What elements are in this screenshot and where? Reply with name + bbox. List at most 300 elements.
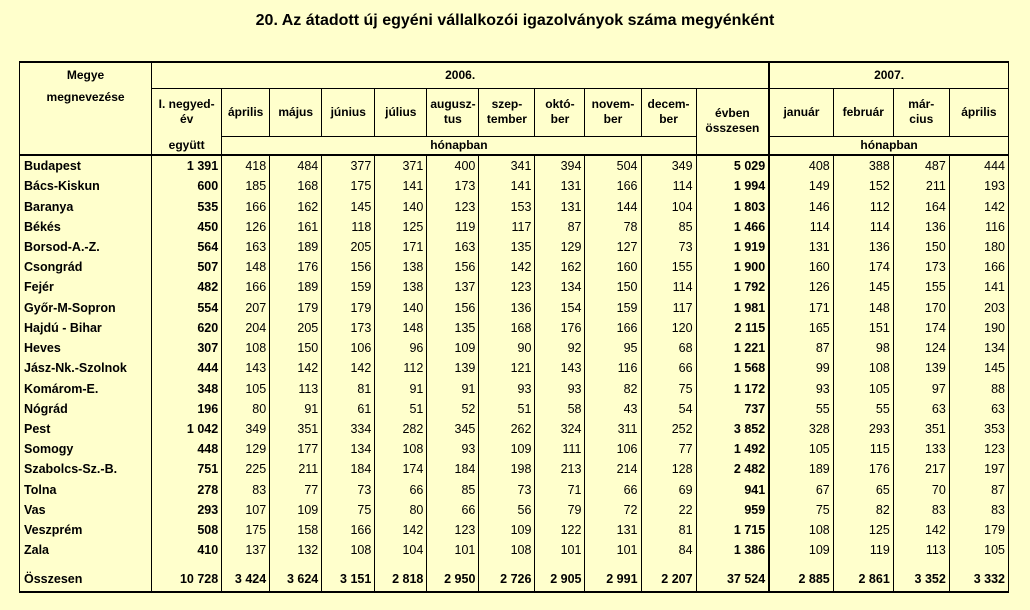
month-value: 371 [375,155,427,176]
month-value: 109 [270,500,322,520]
county-name: Vas [20,500,152,520]
month-value: 82 [833,500,893,520]
table-row [20,176,1009,196]
q1-header-line2: év [179,112,194,127]
q1-value: 482 [152,277,222,297]
month-value: 65 [833,480,893,500]
year-total-value: 1 994 [696,176,769,196]
q1-value: 1 391 [152,155,222,176]
month-value: 203 [949,298,1008,318]
month-value: 91 [270,399,322,419]
year-total-value: 1 221 [696,338,769,358]
month-value: 56 [479,500,535,520]
month-value: 148 [833,298,893,318]
month-value: 104 [375,540,427,560]
q1-value: 278 [152,480,222,500]
month-value: 125 [375,217,427,237]
county-name: Győr-M-Sopron [20,298,152,318]
month-value: 99 [769,358,833,378]
month-value: 166 [222,196,270,216]
month-value: 150 [893,237,949,257]
month-value: 142 [270,358,322,378]
month-value: 67 [769,480,833,500]
month-value: 113 [893,540,949,560]
month-value: 189 [769,459,833,479]
month-value: 141 [949,277,1008,297]
table-header [20,62,1009,155]
county-name: Somogy [20,439,152,459]
month-value: 207 [222,298,270,318]
table-row [20,439,1009,459]
month-header: április [949,88,1008,136]
month-value: 166 [585,176,641,196]
month-value: 77 [641,439,696,459]
q1-value: 564 [152,237,222,257]
q1-header-line1: I. negyed- [158,97,215,112]
q1-value: 10 728 [152,560,222,592]
month-value: 105 [833,378,893,398]
county-name: Csongrád [20,257,152,277]
month-value: 108 [769,520,833,540]
month-value: 118 [322,217,375,237]
month-value: 328 [769,419,833,439]
month-value: 353 [949,419,1008,439]
month-value: 78 [585,217,641,237]
q1-value: 620 [152,318,222,338]
month-value: 125 [833,520,893,540]
q1-value: 600 [152,176,222,196]
month-value: 156 [322,257,375,277]
month-value: 155 [893,277,949,297]
month-value: 2 818 [375,560,427,592]
q1-value: 450 [152,217,222,237]
month-header: április [222,88,270,136]
month-value: 136 [893,217,949,237]
month-value: 324 [535,419,585,439]
month-header: már- cius [893,88,949,136]
county-header-line2: megnevezése [46,90,125,104]
year-total-value: 1 568 [696,358,769,378]
month-value: 22 [641,500,696,520]
month-value: 52 [427,399,479,419]
table-row [20,500,1009,520]
q1-value: 448 [152,439,222,459]
month-value: 156 [427,298,479,318]
year-total-value: 1 715 [696,520,769,540]
month-value: 114 [769,217,833,237]
month-value: 73 [322,480,375,500]
month-value: 69 [641,480,696,500]
county-name: Szabolcs-Sz.-B. [20,459,152,479]
month-value: 91 [427,378,479,398]
month-value: 71 [535,480,585,500]
q1-value: 444 [152,358,222,378]
month-value: 77 [270,480,322,500]
month-value: 155 [641,257,696,277]
month-value: 87 [949,480,1008,500]
month-value: 153 [479,196,535,216]
month-value: 2 950 [427,560,479,592]
month-value: 79 [535,500,585,520]
month-value: 137 [427,277,479,297]
month-value: 75 [769,500,833,520]
month-value: 81 [641,520,696,540]
month-value: 129 [535,237,585,257]
month-value: 101 [535,540,585,560]
month-value: 2 726 [479,560,535,592]
page-title: 20. Az átadott új egyéni vállalkozói igazolványok száma megyénként [255,12,775,29]
table-body [20,155,1009,592]
month-value: 163 [222,237,270,257]
month-value: 96 [375,338,427,358]
month-value: 175 [322,176,375,196]
month-value: 3 151 [322,560,375,592]
month-value: 98 [833,338,893,358]
month-header: októ- ber [535,88,585,136]
table-row [20,459,1009,479]
month-value: 115 [833,439,893,459]
month-value: 112 [833,196,893,216]
month-value: 136 [833,237,893,257]
month-value: 211 [893,176,949,196]
month-value: 159 [585,298,641,318]
month-value: 334 [322,419,375,439]
month-value: 91 [375,378,427,398]
month-value: 148 [375,318,427,338]
month-value: 119 [833,540,893,560]
month-header: május [270,88,322,136]
q1-header [152,88,222,136]
month-value: 66 [585,480,641,500]
county-name: Zala [20,540,152,560]
county-header-line1: Megye [66,68,105,82]
table-row [20,298,1009,318]
month-value: 156 [427,257,479,277]
table-row [20,217,1009,237]
month-value: 101 [585,540,641,560]
month-value: 225 [222,459,270,479]
month-value: 135 [427,318,479,338]
month-value: 138 [375,257,427,277]
month-value: 2 905 [535,560,585,592]
county-header [20,62,152,155]
table-row [20,520,1009,540]
month-value: 109 [769,540,833,560]
year-total-value: 3 852 [696,419,769,439]
month-header: decem- ber [641,88,696,136]
month-value: 85 [427,480,479,500]
table-row [20,358,1009,378]
month-value: 105 [769,439,833,459]
month-value: 190 [949,318,1008,338]
month-value: 166 [322,520,375,540]
month-value: 123 [427,520,479,540]
county-name: Békés [20,217,152,237]
month-value: 119 [427,217,479,237]
month-value: 351 [893,419,949,439]
month-value: 84 [641,540,696,560]
month-value: 142 [949,196,1008,216]
county-name: Heves [20,338,152,358]
month-value: 158 [270,520,322,540]
month-value: 63 [893,399,949,419]
month-value: 85 [641,217,696,237]
q1-value: 307 [152,338,222,358]
month-value: 173 [427,176,479,196]
month-value: 345 [427,419,479,439]
month-value: 55 [769,399,833,419]
year-total-value: 1 466 [696,217,769,237]
table-row [20,399,1009,419]
table-row [20,318,1009,338]
month-value: 174 [893,318,949,338]
month-value: 116 [585,358,641,378]
month-value: 282 [375,419,427,439]
county-name: Tolna [20,480,152,500]
month-value: 189 [270,277,322,297]
month-value: 114 [833,217,893,237]
month-value: 173 [893,257,949,277]
table-row [20,277,1009,297]
month-value: 80 [222,399,270,419]
month-header: február [833,88,893,136]
county-name: Nógrád [20,399,152,419]
year-total-value: 2 482 [696,459,769,479]
month-value: 341 [479,155,535,176]
month-value: 2 885 [769,560,833,592]
month-value: 3 352 [893,560,949,592]
month-value: 97 [893,378,949,398]
month-value: 108 [833,358,893,378]
month-value: 54 [641,399,696,419]
month-value: 408 [769,155,833,176]
month-value: 166 [585,318,641,338]
month-value: 189 [270,237,322,257]
month-value: 184 [427,459,479,479]
month-value: 123 [427,196,479,216]
month-value: 122 [535,520,585,540]
month-value: 93 [769,378,833,398]
month-value: 262 [479,419,535,439]
month-value: 162 [535,257,585,277]
month-value: 113 [270,378,322,398]
county-name: Veszprém [20,520,152,540]
month-value: 140 [375,298,427,318]
year-total-value: 1 172 [696,378,769,398]
year-total-line1: évben [715,106,750,121]
month-value: 151 [833,318,893,338]
month-value: 93 [479,378,535,398]
month-value: 117 [479,217,535,237]
month-value: 418 [222,155,270,176]
month-value: 174 [375,459,427,479]
month-value: 170 [893,298,949,318]
county-name: Borsod-A.-Z. [20,237,152,257]
month-value: 55 [833,399,893,419]
month-header: szep- tember [479,88,535,136]
month-value: 349 [222,419,270,439]
month-value: 114 [641,176,696,196]
month-header: novem- ber [585,88,641,136]
month-value: 139 [893,358,949,378]
county-name: Budapest [20,155,152,176]
month-value: 484 [270,155,322,176]
month-value: 179 [949,520,1008,540]
month-value: 159 [322,277,375,297]
month-value: 108 [222,338,270,358]
month-value: 111 [535,439,585,459]
month-value: 177 [270,439,322,459]
year-total-value: 959 [696,500,769,520]
year-total-value: 1 900 [696,257,769,277]
month-value: 123 [949,439,1008,459]
month-value: 487 [893,155,949,176]
year-2006-header: 2006. [152,62,770,88]
month-value: 58 [535,399,585,419]
month-value: 114 [641,277,696,297]
month-value: 160 [769,257,833,277]
month-value: 349 [641,155,696,176]
month-value: 400 [427,155,479,176]
month-value: 105 [949,540,1008,560]
month-value: 109 [479,520,535,540]
month-value: 2 207 [641,560,696,592]
q1-value: 1 042 [152,419,222,439]
month-value: 109 [427,338,479,358]
monthly-unit-2006: hónapban [222,136,696,155]
county-name: Hajdú - Bihar [20,318,152,338]
month-value: 204 [222,318,270,338]
month-value: 197 [949,459,1008,479]
month-value: 123 [479,277,535,297]
year-total-value: 1 792 [696,277,769,297]
year-total-value: 1 386 [696,540,769,560]
month-value: 75 [322,500,375,520]
table-row [20,338,1009,358]
month-value: 154 [535,298,585,318]
month-value: 106 [322,338,375,358]
month-value: 179 [270,298,322,318]
month-value: 168 [479,318,535,338]
month-value: 173 [322,318,375,338]
month-value: 135 [479,237,535,257]
month-value: 149 [769,176,833,196]
month-value: 444 [949,155,1008,176]
month-value: 144 [585,196,641,216]
county-name: Jász-Nk.-Szolnok [20,358,152,378]
month-value: 88 [949,378,1008,398]
county-name: Összesen [20,560,152,592]
month-value: 293 [833,419,893,439]
month-value: 93 [535,378,585,398]
month-value: 105 [222,378,270,398]
month-value: 163 [427,237,479,257]
month-value: 83 [222,480,270,500]
month-value: 388 [833,155,893,176]
month-value: 150 [585,277,641,297]
month-value: 142 [893,520,949,540]
month-value: 90 [479,338,535,358]
month-value: 164 [893,196,949,216]
year-total-value: 37 524 [696,560,769,592]
month-value: 211 [270,459,322,479]
month-value: 141 [479,176,535,196]
month-value: 75 [641,378,696,398]
month-value: 140 [375,196,427,216]
total-row [20,560,1009,592]
month-value: 252 [641,419,696,439]
table-row [20,196,1009,216]
month-value: 101 [427,540,479,560]
month-value: 51 [479,399,535,419]
month-value: 124 [893,338,949,358]
month-value: 116 [949,217,1008,237]
month-value: 63 [949,399,1008,419]
month-value: 92 [535,338,585,358]
table-row [20,540,1009,560]
year-total-line2: összesen [705,121,760,136]
month-value: 131 [585,520,641,540]
month-value: 126 [769,277,833,297]
month-value: 121 [479,358,535,378]
month-value: 131 [535,196,585,216]
year-total-value: 1 919 [696,237,769,257]
q1-value: 535 [152,196,222,216]
table-row [20,480,1009,500]
month-value: 351 [270,419,322,439]
month-value: 180 [949,237,1008,257]
month-value: 134 [535,277,585,297]
month-value: 87 [535,217,585,237]
month-value: 311 [585,419,641,439]
month-value: 214 [585,459,641,479]
month-value: 165 [769,318,833,338]
month-value: 51 [375,399,427,419]
q1-value: 508 [152,520,222,540]
month-value: 2 991 [585,560,641,592]
month-value: 108 [375,439,427,459]
month-value: 134 [949,338,1008,358]
month-value: 134 [322,439,375,459]
month-value: 95 [585,338,641,358]
month-value: 133 [893,439,949,459]
month-value: 175 [222,520,270,540]
month-value: 129 [222,439,270,459]
year-total-value: 737 [696,399,769,419]
month-value: 109 [479,439,535,459]
month-value: 87 [769,338,833,358]
month-value: 205 [322,237,375,257]
q1-value: 348 [152,378,222,398]
month-value: 179 [322,298,375,318]
q1-value: 507 [152,257,222,277]
month-value: 81 [322,378,375,398]
month-value: 198 [479,459,535,479]
month-value: 117 [641,298,696,318]
month-value: 66 [427,500,479,520]
month-value: 131 [769,237,833,257]
year-total-value: 1 492 [696,439,769,459]
month-value: 132 [270,540,322,560]
year-total-value: 2 115 [696,318,769,338]
month-value: 2 861 [833,560,893,592]
month-value: 145 [949,358,1008,378]
month-value: 160 [585,257,641,277]
month-header: augusz- tus [427,88,479,136]
table-row [20,237,1009,257]
month-value: 128 [641,459,696,479]
month-header: január [769,88,833,136]
